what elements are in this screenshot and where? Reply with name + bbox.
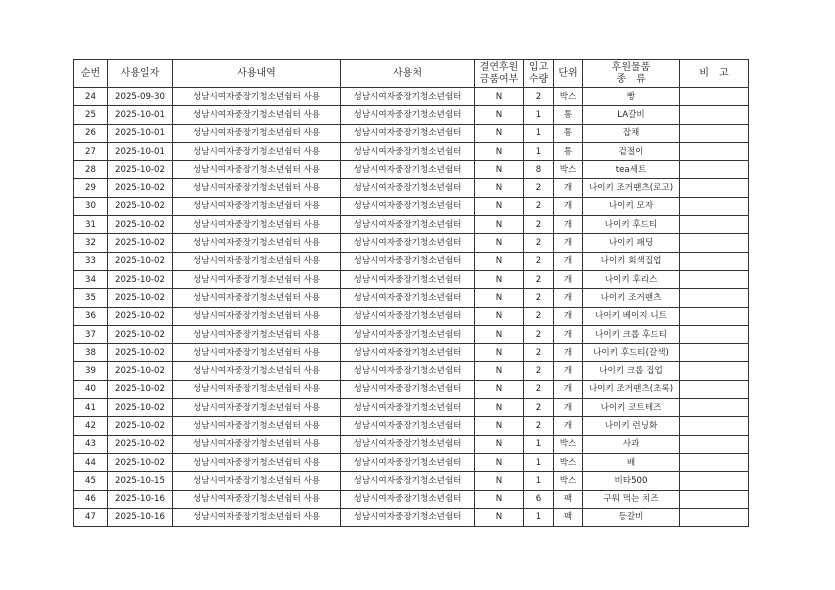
- cell-item: 겉절이: [583, 142, 680, 160]
- cell-disclosure: N: [475, 417, 524, 435]
- cell-note: [680, 490, 749, 508]
- cell-note: [680, 453, 749, 471]
- header-unit: 단위: [554, 60, 583, 88]
- cell-quantity: 2: [524, 88, 554, 106]
- cell-no: 25: [74, 106, 108, 124]
- cell-date: 2025-10-01: [108, 106, 173, 124]
- header-quantity-line1: 입고: [528, 61, 549, 73]
- cell-quantity: 2: [524, 362, 554, 380]
- cell-quantity: 2: [524, 289, 554, 307]
- cell-disclosure: N: [475, 88, 524, 106]
- cell-no: 31: [74, 216, 108, 234]
- cell-place: 성남시여자중장기청소년쉼터: [341, 380, 475, 398]
- cell-no: 34: [74, 270, 108, 288]
- cell-place: 성남시여자중장기청소년쉼터: [341, 106, 475, 124]
- cell-date: 2025-10-16: [108, 490, 173, 508]
- table-row: [74, 380, 749, 398]
- cell-place: 성남시여자중장기청소년쉼터: [341, 362, 475, 380]
- cell-item: LA갈비: [583, 106, 680, 124]
- cell-place: 성남시여자중장기청소년쉼터: [341, 197, 475, 215]
- table-row: [74, 472, 749, 490]
- cell-note: [680, 344, 749, 362]
- cell-no: 26: [74, 124, 108, 142]
- cell-date: 2025-10-02: [108, 307, 173, 325]
- cell-quantity: 2: [524, 179, 554, 197]
- cell-note: [680, 399, 749, 417]
- cell-place: 성남시여자중장기청소년쉼터: [341, 179, 475, 197]
- cell-date: 2025-10-02: [108, 362, 173, 380]
- table-row: [74, 435, 749, 453]
- cell-unit: 개: [554, 362, 583, 380]
- cell-description: 성남시여자중장기청소년쉼터 사용: [173, 289, 341, 307]
- cell-note: [680, 88, 749, 106]
- table-row: [74, 106, 749, 124]
- cell-place: 성남시여자중장기청소년쉼터: [341, 161, 475, 179]
- cell-disclosure: N: [475, 453, 524, 471]
- cell-place: 성남시여자중장기청소년쉼터: [341, 417, 475, 435]
- cell-note: [680, 124, 749, 142]
- cell-item: 구워 먹는 치즈: [583, 490, 680, 508]
- cell-unit: 개: [554, 307, 583, 325]
- cell-place: 성남시여자중장기청소년쉼터: [341, 399, 475, 417]
- cell-disclosure: N: [475, 307, 524, 325]
- table-body: [74, 88, 749, 527]
- cell-place: 성남시여자중장기청소년쉼터: [341, 435, 475, 453]
- cell-description: 성남시여자중장기청소년쉼터 사용: [173, 508, 341, 526]
- cell-quantity: 2: [524, 197, 554, 215]
- cell-disclosure: N: [475, 142, 524, 160]
- cell-item: 나이키 크롭 집업: [583, 362, 680, 380]
- table-row: [74, 307, 749, 325]
- cell-no: 43: [74, 435, 108, 453]
- cell-date: 2025-10-02: [108, 399, 173, 417]
- cell-item: 나이키 패딩: [583, 234, 680, 252]
- table-row: [74, 142, 749, 160]
- table-row: [74, 508, 749, 526]
- cell-no: 35: [74, 289, 108, 307]
- cell-disclosure: N: [475, 179, 524, 197]
- cell-place: 성남시여자중장기청소년쉼터: [341, 307, 475, 325]
- header-place: 사용처: [341, 60, 475, 88]
- cell-no: 37: [74, 325, 108, 343]
- cell-date: 2025-10-02: [108, 453, 173, 471]
- cell-unit: 개: [554, 325, 583, 343]
- cell-date: 2025-10-02: [108, 252, 173, 270]
- cell-note: [680, 179, 749, 197]
- cell-note: [680, 325, 749, 343]
- cell-disclosure: N: [475, 106, 524, 124]
- cell-item: tea세트: [583, 161, 680, 179]
- cell-disclosure: N: [475, 472, 524, 490]
- cell-unit: 개: [554, 417, 583, 435]
- cell-unit: 개: [554, 234, 583, 252]
- cell-date: 2025-09-30: [108, 88, 173, 106]
- cell-quantity: 2: [524, 252, 554, 270]
- cell-unit: 박스: [554, 435, 583, 453]
- cell-item: 배: [583, 453, 680, 471]
- cell-note: [680, 161, 749, 179]
- cell-date: 2025-10-01: [108, 124, 173, 142]
- header-note: 비 고: [680, 60, 749, 88]
- cell-unit: 팩: [554, 508, 583, 526]
- cell-disclosure: N: [475, 362, 524, 380]
- cell-quantity: 1: [524, 435, 554, 453]
- cell-disclosure: N: [475, 252, 524, 270]
- cell-quantity: 6: [524, 490, 554, 508]
- cell-item: 빵: [583, 88, 680, 106]
- table-row: [74, 289, 749, 307]
- cell-place: 성남시여자중장기청소년쉼터: [341, 216, 475, 234]
- cell-date: 2025-10-01: [108, 142, 173, 160]
- cell-place: 성남시여자중장기청소년쉼터: [341, 344, 475, 362]
- cell-item: 나이키 크롭 후드티: [583, 325, 680, 343]
- cell-quantity: 1: [524, 453, 554, 471]
- cell-item: 나이키 코트테즈: [583, 399, 680, 417]
- cell-unit: 개: [554, 289, 583, 307]
- cell-place: 성남시여자중장기청소년쉼터: [341, 252, 475, 270]
- cell-place: 성남시여자중장기청소년쉼터: [341, 325, 475, 343]
- cell-description: 성남시여자중장기청소년쉼터 사용: [173, 362, 341, 380]
- cell-note: [680, 142, 749, 160]
- cell-quantity: 1: [524, 142, 554, 160]
- cell-description: 성남시여자중장기청소년쉼터 사용: [173, 307, 341, 325]
- cell-disclosure: N: [475, 344, 524, 362]
- cell-item: 나이키 조거팬츠: [583, 289, 680, 307]
- table-row: [74, 197, 749, 215]
- table-row: [74, 88, 749, 106]
- cell-place: 성남시여자중장기청소년쉼터: [341, 508, 475, 526]
- header-item-line1: 후원물품: [611, 61, 651, 73]
- cell-date: 2025-10-02: [108, 234, 173, 252]
- cell-item: 등갈비: [583, 508, 680, 526]
- cell-description: 성남시여자중장기청소년쉼터 사용: [173, 270, 341, 288]
- cell-place: 성남시여자중장기청소년쉼터: [341, 142, 475, 160]
- cell-date: 2025-10-16: [108, 508, 173, 526]
- cell-description: 성남시여자중장기청소년쉼터 사용: [173, 106, 341, 124]
- cell-item: 나이키 후드티: [583, 216, 680, 234]
- cell-note: [680, 472, 749, 490]
- table-row: [74, 362, 749, 380]
- cell-place: 성남시여자중장기청소년쉼터: [341, 472, 475, 490]
- cell-place: 성남시여자중장기청소년쉼터: [341, 270, 475, 288]
- cell-quantity: 8: [524, 161, 554, 179]
- cell-description: 성남시여자중장기청소년쉼터 사용: [173, 399, 341, 417]
- cell-unit: 개: [554, 380, 583, 398]
- cell-disclosure: N: [475, 124, 524, 142]
- cell-item: 나이키 모자: [583, 197, 680, 215]
- cell-disclosure: N: [475, 197, 524, 215]
- cell-description: 성남시여자중장기청소년쉼터 사용: [173, 142, 341, 160]
- cell-no: 32: [74, 234, 108, 252]
- cell-description: 성남시여자중장기청소년쉼터 사용: [173, 344, 341, 362]
- header-quantity-line2: 수량: [528, 73, 549, 85]
- cell-no: 28: [74, 161, 108, 179]
- cell-unit: 통: [554, 124, 583, 142]
- table-row: [74, 490, 749, 508]
- cell-description: 성남시여자중장기청소년쉼터 사용: [173, 252, 341, 270]
- cell-date: 2025-10-02: [108, 325, 173, 343]
- cell-description: 성남시여자중장기청소년쉼터 사용: [173, 380, 341, 398]
- cell-date: 2025-10-02: [108, 197, 173, 215]
- cell-unit: 박스: [554, 88, 583, 106]
- cell-note: [680, 270, 749, 288]
- cell-date: 2025-10-02: [108, 216, 173, 234]
- cell-note: [680, 106, 749, 124]
- cell-no: 40: [74, 380, 108, 398]
- donation-usage-table: [73, 59, 749, 527]
- cell-note: [680, 362, 749, 380]
- cell-date: 2025-10-02: [108, 344, 173, 362]
- cell-description: 성남시여자중장기청소년쉼터 사용: [173, 435, 341, 453]
- cell-place: 성남시여자중장기청소년쉼터: [341, 490, 475, 508]
- cell-unit: 박스: [554, 161, 583, 179]
- cell-unit: 개: [554, 270, 583, 288]
- cell-no: 47: [74, 508, 108, 526]
- cell-quantity: 1: [524, 508, 554, 526]
- header-item-line2: 종 류: [616, 73, 646, 85]
- cell-quantity: 1: [524, 472, 554, 490]
- cell-unit: 통: [554, 106, 583, 124]
- header-description: 사용내역: [173, 60, 341, 88]
- cell-no: 36: [74, 307, 108, 325]
- cell-unit: 개: [554, 216, 583, 234]
- cell-unit: 개: [554, 399, 583, 417]
- cell-no: 45: [74, 472, 108, 490]
- table-row: [74, 216, 749, 234]
- cell-note: [680, 508, 749, 526]
- cell-description: 성남시여자중장기청소년쉼터 사용: [173, 197, 341, 215]
- cell-description: 성남시여자중장기청소년쉼터 사용: [173, 325, 341, 343]
- cell-place: 성남시여자중장기청소년쉼터: [341, 234, 475, 252]
- cell-note: [680, 380, 749, 398]
- cell-item: 나이키 조거팬츠(초록): [583, 380, 680, 398]
- cell-item: 사과: [583, 435, 680, 453]
- cell-disclosure: N: [475, 325, 524, 343]
- cell-description: 성남시여자중장기청소년쉼터 사용: [173, 472, 341, 490]
- cell-no: 42: [74, 417, 108, 435]
- cell-place: 성남시여자중장기청소년쉼터: [341, 124, 475, 142]
- cell-item: 나이키 회색집업: [583, 252, 680, 270]
- cell-no: 39: [74, 362, 108, 380]
- header-quantity: [524, 60, 554, 88]
- cell-disclosure: N: [475, 380, 524, 398]
- table-row: [74, 124, 749, 142]
- cell-no: 30: [74, 197, 108, 215]
- cell-date: 2025-10-02: [108, 289, 173, 307]
- cell-place: 성남시여자중장기청소년쉼터: [341, 88, 475, 106]
- cell-note: [680, 197, 749, 215]
- table-row: [74, 453, 749, 471]
- cell-description: 성남시여자중장기청소년쉼터 사용: [173, 179, 341, 197]
- cell-item: 나이키 베이지 니트: [583, 307, 680, 325]
- cell-place: 성남시여자중장기청소년쉼터: [341, 453, 475, 471]
- table-row: [74, 179, 749, 197]
- cell-disclosure: N: [475, 435, 524, 453]
- cell-date: 2025-10-02: [108, 380, 173, 398]
- cell-quantity: 2: [524, 216, 554, 234]
- cell-quantity: 2: [524, 380, 554, 398]
- cell-note: [680, 234, 749, 252]
- cell-no: 44: [74, 453, 108, 471]
- cell-item: 나이키 조거팬츠(로고): [583, 179, 680, 197]
- cell-description: 성남시여자중장기청소년쉼터 사용: [173, 124, 341, 142]
- cell-disclosure: N: [475, 490, 524, 508]
- cell-unit: 개: [554, 179, 583, 197]
- cell-note: [680, 216, 749, 234]
- cell-no: 24: [74, 88, 108, 106]
- cell-unit: 개: [554, 252, 583, 270]
- table-row: [74, 234, 749, 252]
- cell-date: 2025-10-02: [108, 161, 173, 179]
- cell-disclosure: N: [475, 216, 524, 234]
- cell-no: 41: [74, 399, 108, 417]
- cell-disclosure: N: [475, 161, 524, 179]
- cell-disclosure: N: [475, 289, 524, 307]
- cell-date: 2025-10-15: [108, 472, 173, 490]
- table-row: [74, 270, 749, 288]
- table-row: [74, 161, 749, 179]
- cell-no: 27: [74, 142, 108, 160]
- cell-no: 38: [74, 344, 108, 362]
- cell-date: 2025-10-02: [108, 270, 173, 288]
- cell-disclosure: N: [475, 399, 524, 417]
- table-row: [74, 417, 749, 435]
- cell-unit: 개: [554, 344, 583, 362]
- header-disclosure-line1: 결연후원: [479, 61, 519, 73]
- cell-note: [680, 417, 749, 435]
- cell-quantity: 2: [524, 270, 554, 288]
- cell-description: 성남시여자중장기청소년쉼터 사용: [173, 453, 341, 471]
- cell-description: 성남시여자중장기청소년쉼터 사용: [173, 161, 341, 179]
- cell-quantity: 2: [524, 417, 554, 435]
- cell-disclosure: N: [475, 234, 524, 252]
- header-row: [74, 60, 749, 88]
- cell-quantity: 1: [524, 124, 554, 142]
- table-row: [74, 344, 749, 362]
- cell-disclosure: N: [475, 270, 524, 288]
- cell-date: 2025-10-02: [108, 417, 173, 435]
- cell-item: 잡채: [583, 124, 680, 142]
- header-date: 사용일자: [108, 60, 173, 88]
- cell-no: 46: [74, 490, 108, 508]
- cell-place: 성남시여자중장기청소년쉼터: [341, 289, 475, 307]
- cell-unit: 박스: [554, 472, 583, 490]
- cell-date: 2025-10-02: [108, 179, 173, 197]
- cell-disclosure: N: [475, 508, 524, 526]
- cell-no: 33: [74, 252, 108, 270]
- cell-unit: 통: [554, 142, 583, 160]
- cell-unit: 팩: [554, 490, 583, 508]
- table-row: [74, 399, 749, 417]
- cell-item: 나이키 후드티(갈색): [583, 344, 680, 362]
- cell-note: [680, 289, 749, 307]
- cell-note: [680, 252, 749, 270]
- cell-description: 성남시여자중장기청소년쉼터 사용: [173, 234, 341, 252]
- cell-date: 2025-10-02: [108, 435, 173, 453]
- cell-description: 성남시여자중장기청소년쉼터 사용: [173, 216, 341, 234]
- header-disclosure: [475, 60, 524, 88]
- cell-unit: 개: [554, 197, 583, 215]
- header-item: [583, 60, 680, 88]
- cell-note: [680, 307, 749, 325]
- cell-quantity: 1: [524, 106, 554, 124]
- cell-no: 29: [74, 179, 108, 197]
- cell-description: 성남시여자중장기청소년쉼터 사용: [173, 417, 341, 435]
- table-header: [74, 60, 749, 88]
- cell-description: 성남시여자중장기청소년쉼터 사용: [173, 490, 341, 508]
- cell-quantity: 2: [524, 234, 554, 252]
- header-no: 순번: [74, 60, 108, 88]
- table-row: [74, 252, 749, 270]
- header-disclosure-line2: 금품여부: [479, 73, 519, 85]
- cell-description: 성남시여자중장기청소년쉼터 사용: [173, 88, 341, 106]
- cell-quantity: 2: [524, 325, 554, 343]
- cell-quantity: 2: [524, 307, 554, 325]
- cell-quantity: 2: [524, 344, 554, 362]
- cell-item: 비타500: [583, 472, 680, 490]
- cell-unit: 박스: [554, 453, 583, 471]
- table-row: [74, 325, 749, 343]
- cell-note: [680, 435, 749, 453]
- cell-quantity: 2: [524, 399, 554, 417]
- cell-item: 나이키 런닝화: [583, 417, 680, 435]
- cell-item: 나이키 후리스: [583, 270, 680, 288]
